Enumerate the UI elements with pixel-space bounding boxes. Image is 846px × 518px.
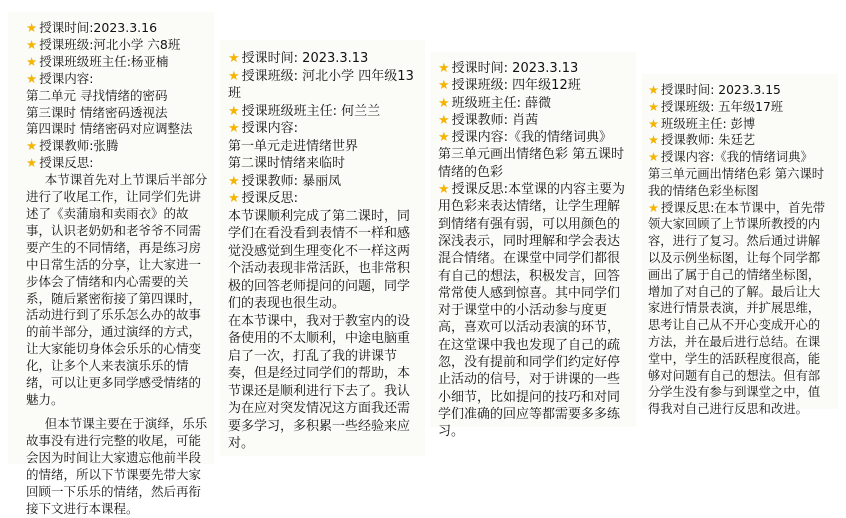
- lesson-instructor: ★ 授课教师:张腾: [26, 138, 119, 154]
- lesson-class: ★ 授课班级:河北小学 六8班: [26, 36, 181, 52]
- lesson-head-teacher: ★ 授课班级班主任: 何兰兰: [228, 103, 381, 119]
- lesson-class: ★ 授课班级: 河北小学 四年级13班: [228, 68, 414, 101]
- lesson-time: ★ 授课时间: 2023.3.13: [228, 51, 369, 66]
- lesson-class: ★ 授课班级: 五年级17班: [648, 99, 784, 114]
- lesson-card-3: [430, 52, 636, 440]
- lesson-instructor: ★ 授课教师: 暴丽凤: [228, 173, 342, 189]
- star-icon: ★: [438, 130, 450, 146]
- lesson-reflection-label: ★ 授课反思:: [228, 191, 299, 206]
- star-icon: ★: [228, 121, 240, 136]
- lesson-content-line: 第三课时 情绪密码透视法: [26, 104, 168, 120]
- star-icon: ★: [26, 138, 38, 154]
- lesson-content-label: ★ 授课内容:《我的情绪词典》: [648, 150, 813, 165]
- lesson-content-line: 情绪的色彩: [438, 164, 504, 180]
- lesson-reflection-paragraph: ★ 授课反思:本堂课的内容主要为用色彩来表达情绪，让学生理解到情绪有强有弱，可以用颜色的深浅表示，同时理解和学会表达混合情绪。在课堂中同学们都很有自己的想法，积极发言，回答常常使人感到惊喜。其中同学们对于课堂中的小活动参与度更高，喜欢可以活动表演的环节，在这堂课中我也发现了自己的疏忽，没有提前和同学们约定好停止活动的信号，对于讲课的一些小细节，比如提问的技巧和对同学们准确的回应等都需要多多练习。: [438, 182, 626, 440]
- star-icon: ★: [26, 70, 38, 86]
- lesson-reflection-paragraph: 但本节课主要在于演绎，乐乐故事没有进行完整的收尾，可能会因为时间让大家遗忘他前半段的情绪，所以下节课要先带大家回顾一下乐乐的情绪，然后再衔接下文进行本课程。: [26, 416, 208, 516]
- star-icon: ★: [438, 182, 450, 198]
- lesson-instructor: ★ 授课教师: 肖茜: [438, 112, 539, 128]
- lesson-content-line: 我的情绪色彩坐标图: [648, 183, 759, 198]
- lesson-time: ★ 授课时间:2023.3.16: [26, 20, 158, 35]
- star-icon: ★: [228, 51, 240, 66]
- star-icon: ★: [438, 112, 450, 128]
- lesson-card-2: [220, 40, 425, 456]
- star-icon: ★: [648, 133, 660, 148]
- star-icon: ★: [228, 191, 240, 206]
- lesson-head-teacher: ★ 班级班主任: 彭博: [648, 116, 756, 131]
- lesson-card-4: [642, 74, 838, 417]
- lesson-class: ★ 授课班级: 四年级12班: [438, 78, 581, 94]
- lesson-head-teacher: ★ 授课班级班主任:杨亚楠: [26, 53, 169, 69]
- star-icon: ★: [438, 78, 450, 94]
- lesson-head-teacher: ★ 班级班主任: 薛微: [438, 95, 552, 111]
- lesson-content-line: 第四课时 情绪密码对应调整法: [26, 121, 193, 137]
- star-icon: ★: [648, 200, 660, 215]
- star-icon: ★: [26, 155, 38, 171]
- lesson-time: ★ 授课时间: 2023.3.15: [648, 83, 781, 97]
- lesson-content-line: 第三单元画出情绪色彩 第五课时: [438, 147, 625, 163]
- lesson-reflection-paragraph: 在本节课中，我对于教室内的设备使用的不太顺利，中途电脑重启了一次，打乱了我的讲课节奏，但是经过同学们的帮助，本节课还是顺利进行下去了。我认为在应对突发情况这方面我还需要多学习，多积累一些经验来应对。: [228, 313, 411, 451]
- lesson-content-label: ★ 授课内容:: [26, 70, 94, 86]
- lesson-reflection-label: ★ 授课反思:: [26, 155, 94, 171]
- star-icon: ★: [648, 99, 660, 114]
- lesson-content-line: 第一单元走进情绪世界: [228, 138, 359, 154]
- lesson-content-line: 第三单元画出情绪色彩 第六课时: [648, 166, 825, 181]
- star-icon: ★: [438, 61, 450, 76]
- lesson-card-1: [8, 12, 214, 516]
- star-icon: ★: [26, 20, 38, 35]
- star-icon: ★: [26, 53, 38, 69]
- star-icon: ★: [648, 83, 660, 97]
- star-icon: ★: [228, 68, 240, 84]
- star-icon: ★: [648, 116, 660, 131]
- star-icon: ★: [648, 150, 660, 165]
- star-icon: ★: [228, 103, 240, 119]
- star-icon: ★: [438, 95, 450, 111]
- lesson-reflection-paragraph: 本节课首先对上节课后半部分进行了收尾工作，让同学们先讲述了《卖蒲扇和卖雨衣》的故事，认识老奶奶和老爷爷不同需要产生的不同情绪，再是练习房中日常生活的分享，让大家进一步体会了情绪和内心需要的关系，随后紧密衔接了第四课时，活动进行到了乐乐怎么办的故事的前半部分，通过演绎的方式，让大家能切身体会乐乐的心情变化，让多个人来表演乐乐的情绪，可以让更多同学感受情绪的魅力。: [26, 172, 208, 407]
- star-icon: ★: [228, 173, 240, 189]
- lesson-content-label: ★ 授课内容:: [228, 121, 299, 136]
- lesson-reflection-paragraph: ★ 授课反思:在本节课中，首先带领大家回顾了上节课所教授的内容，进行了复习。然后通过讲解以及示例坐标图，让每个同学都画出了属于自己的情绪坐标图，增加了对自己的了解。最后让大家进行情景表演，并扩展思维，思考让自己从不开心变成开心的方法，并在最后进行总结。在课堂中，学生的活跃程度很高，能够对问题有自己的想法。但有部分学生没有参与到课堂之中，值得我对自己进行反思和改进。: [648, 200, 826, 417]
- lesson-instructor: ★ 授课教师: 朱廷艺: [648, 133, 756, 148]
- lesson-content-label: ★ 授课内容:《我的情绪词典》: [438, 130, 613, 146]
- lesson-time: ★ 授课时间: 2023.3.13: [438, 61, 579, 76]
- lesson-content-line: 第二课时情绪来临时: [228, 156, 346, 171]
- star-icon: ★: [26, 36, 38, 52]
- lesson-reflection-paragraph: 本节课顺利完成了第二课时，同学们在看没看到表情不一样和感觉没感觉到生理变化不一样这两个活动表现非常活跃，也非常积极的回答老师提问的问题，同学们的表现也很生动。: [228, 208, 411, 311]
- lesson-content-line: 第二单元 寻找情绪的密码: [26, 87, 168, 103]
